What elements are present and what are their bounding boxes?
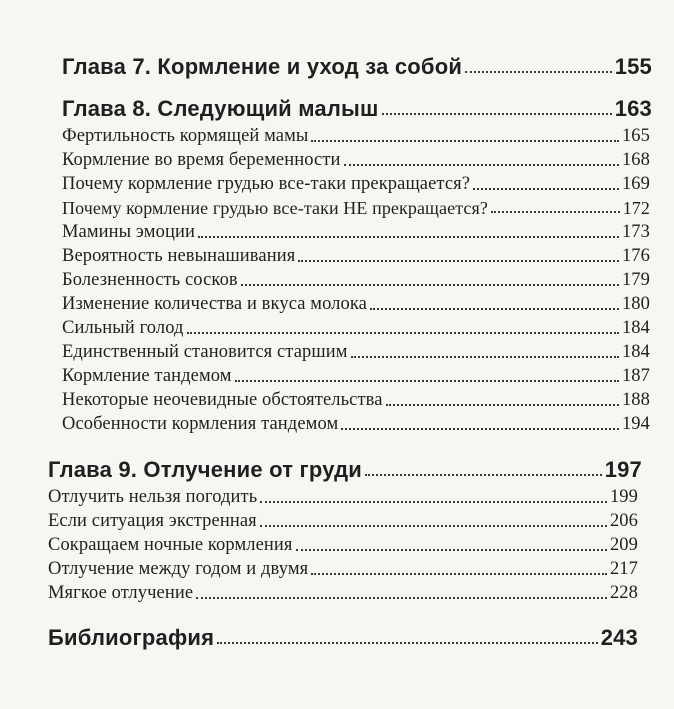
toc-leader-dots: [311, 573, 607, 575]
toc-section: [62, 367, 650, 386]
toc-chapter-7: [62, 56, 652, 78]
toc-section: [48, 560, 638, 579]
toc-section: [62, 271, 650, 290]
toc-section-title: Отлучение между годом и двумя: [48, 559, 309, 579]
toc-leader-dots: [241, 284, 619, 286]
toc-page-number: 169: [621, 174, 650, 194]
toc-leader-dots: [491, 211, 620, 213]
toc-leader-dots: [260, 501, 607, 503]
toc-section-title: Изменение количества и вкуса молока: [62, 294, 367, 314]
toc-section: [62, 151, 650, 170]
toc-section-title: Особенности кормления тандемом: [62, 414, 339, 434]
toc-bibliography: [48, 627, 638, 649]
toc-chapter-8: [62, 98, 652, 120]
toc-section: [62, 391, 650, 410]
toc-section: [48, 488, 638, 507]
toc-page-number: 176: [621, 246, 650, 266]
toc-chapter-title: Глава 8. Следующий малыш: [62, 96, 379, 121]
toc-section: [62, 319, 650, 338]
toc-section-title: Почему кормление грудью все-таки НЕ прекращается?: [62, 198, 488, 218]
toc-page-number: 206: [609, 511, 638, 531]
toc-page-number: 172: [622, 198, 650, 218]
toc-section: [62, 175, 650, 194]
toc-section-title: Сильный голод: [62, 318, 184, 338]
toc-leader-dots: [386, 404, 619, 406]
toc-section-title: Сокращаем ночные кормления: [48, 535, 293, 555]
toc-section: [48, 512, 638, 531]
toc-leader-dots: [465, 71, 612, 73]
toc-page-number: 184: [621, 318, 650, 338]
toc-leader-dots: [298, 260, 619, 262]
toc-page-number: 179: [621, 270, 650, 290]
toc-leader-dots: [382, 113, 612, 115]
toc-page-number: 163: [614, 96, 652, 121]
toc-page-number: 243: [600, 625, 638, 650]
toc-section: [62, 127, 650, 146]
toc-section: [62, 295, 650, 314]
toc-section: [48, 536, 638, 555]
toc-page-number: 155: [614, 54, 652, 79]
toc-leader-dots: [196, 597, 607, 599]
toc-page-number: 228: [609, 583, 638, 603]
toc-page-number: 165: [621, 126, 650, 146]
toc-leader-dots: [187, 332, 619, 334]
toc-section: [62, 223, 650, 242]
toc-page-number: 173: [621, 222, 650, 242]
toc-page-number: 217: [609, 559, 638, 579]
toc-section-title: Фертильность кормящей мамы: [62, 126, 309, 146]
toc-page-number: 168: [621, 150, 650, 170]
toc-section-title: Мягкое отлучение: [48, 583, 194, 603]
toc-page-number: 188: [621, 390, 650, 410]
toc-section-title: Если ситуация экстренная: [48, 511, 257, 531]
toc-leader-dots: [344, 164, 619, 166]
toc-page-number: 209: [609, 535, 638, 555]
toc-section: [62, 199, 650, 217]
toc-leader-dots: [217, 642, 598, 644]
toc-leader-dots: [370, 308, 619, 310]
toc-page-number: 180: [621, 294, 650, 314]
toc-leader-dots: [296, 549, 607, 551]
toc-section-title: Некоторые неочевидные обстоятельства: [62, 390, 383, 410]
toc-section-title: Единственный становится старшим: [62, 342, 348, 362]
toc-leader-dots: [198, 236, 619, 238]
toc-chapter-title: Библиография: [48, 625, 215, 650]
toc-section-title: Кормление во время беременности: [62, 150, 341, 170]
toc-chapter-title: Глава 7. Кормление и уход за собой: [62, 54, 463, 79]
toc-page-number: 187: [621, 366, 650, 386]
toc-section-title: Вероятность невынашивания: [62, 246, 296, 266]
toc-section-title: Кормление тандемом: [62, 366, 232, 386]
toc-leader-dots: [235, 380, 619, 382]
toc-section-title: Мамины эмоции: [62, 222, 195, 242]
toc-leader-dots: [341, 428, 619, 430]
toc-page-number: 197: [604, 457, 642, 482]
toc-page-number: 199: [609, 487, 638, 507]
toc-section-title: Отлучить нельзя погодить: [48, 487, 258, 507]
toc-section: [62, 343, 650, 362]
toc-section: [62, 415, 650, 434]
toc-section-title: Болезненность сосков: [62, 270, 238, 290]
toc-leader-dots: [365, 474, 602, 476]
toc-leader-dots: [311, 140, 618, 142]
toc-section: [48, 584, 638, 603]
toc-section: [62, 247, 650, 266]
toc-leader-dots: [260, 525, 607, 527]
toc-page-number: 184: [621, 342, 650, 362]
toc-section-title: Почему кормление грудью все-таки прекращается?: [62, 174, 471, 194]
toc-chapter-title: Глава 9. Отлучение от груди: [48, 457, 362, 482]
toc-chapter-9: [48, 459, 642, 481]
toc-leader-dots: [351, 356, 619, 358]
toc-page-number: 194: [621, 414, 650, 434]
toc-leader-dots: [473, 188, 619, 190]
